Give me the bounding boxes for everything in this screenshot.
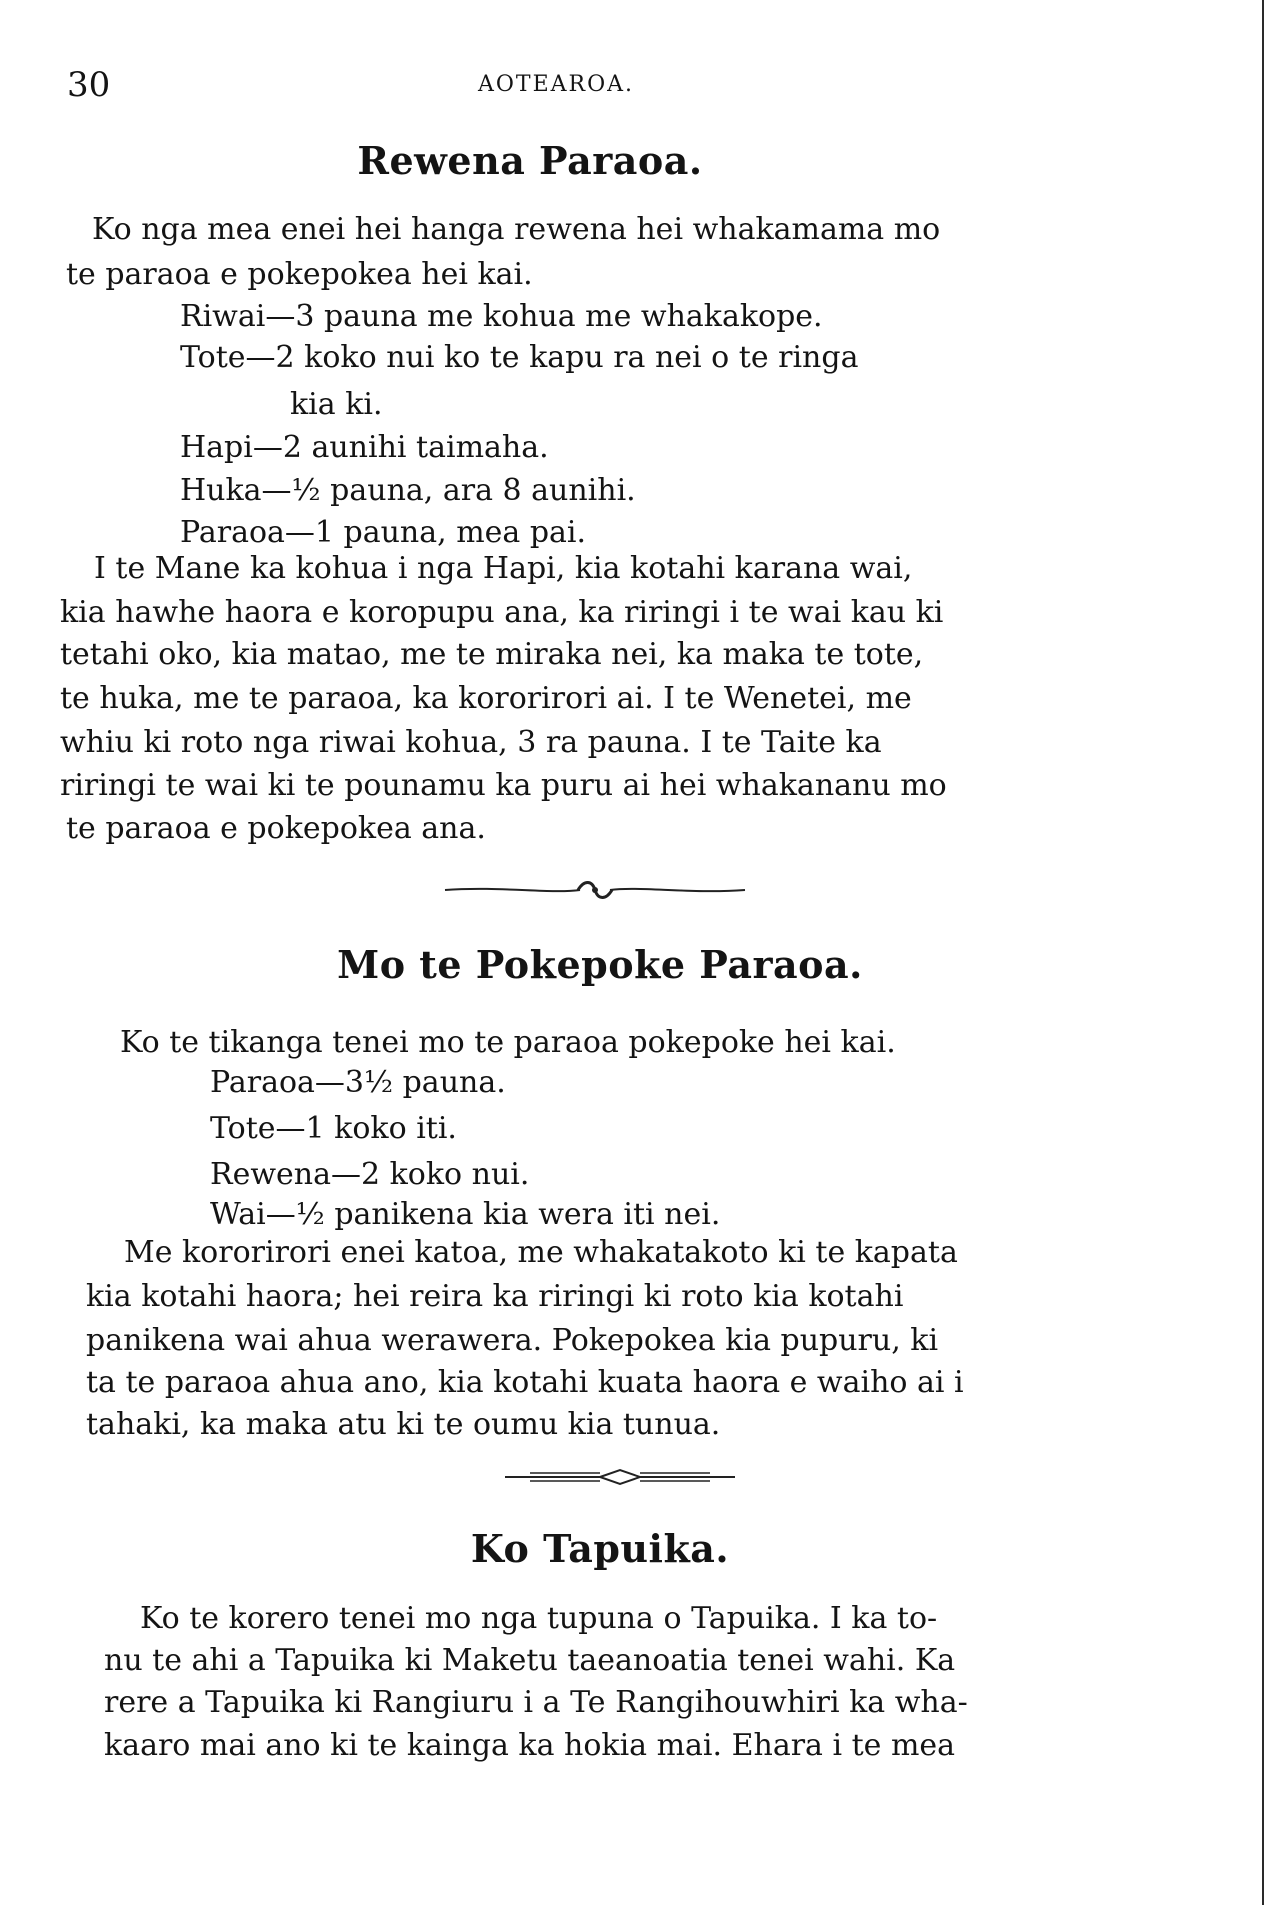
section3-body-line: Ko te korero tenei mo nga tupuna o Tapuika. I ka to- — [140, 1601, 938, 1636]
section2-body-line: panikena wai ahua werawera. Pokepokea kia pupuru, ki — [86, 1323, 939, 1358]
section-heading-pokepoke: Mo te Pokepoke Paraoa. — [337, 942, 863, 987]
page-number: 30 — [67, 65, 111, 105]
section2-ingredient: Tote—1 koko iti. — [210, 1111, 457, 1146]
section2-body-line: kia kotahi haora; hei reira ka riringi ki roto kia kotahi — [86, 1279, 904, 1314]
running-head: AOTEAROA. — [478, 72, 635, 97]
section-heading-rewena: Rewena Paraoa. — [357, 138, 703, 183]
ornament-divider — [440, 876, 750, 904]
section1-ingredient: Paraoa—1 pauna, mea pai. — [180, 515, 587, 550]
section1-body-line: whiu ki roto nga riwai kohua, 3 ra pauna. I te Taite ka — [60, 725, 882, 760]
section1-body-line: riringi te wai ki te pounamu ka puru ai hei whakananu mo — [60, 768, 947, 803]
section1-ingredient: Riwai—3 pauna me kohua me whakakope. — [180, 299, 823, 334]
section-heading-tapuika: Ko Tapuika. — [470, 1526, 730, 1571]
section2-ingredient: Wai—½ panikena kia wera iti nei. — [210, 1197, 721, 1232]
section2-body-line: Me kororirori enei katoa, me whakatakoto ki te kapata — [124, 1235, 958, 1270]
section1-intro-line: te paraoa e pokepokea hei kai. — [66, 257, 533, 292]
ornament-divider — [500, 1466, 740, 1488]
section1-ingredient: Hapi—2 aunihi taimaha. — [180, 430, 549, 465]
page-edge — [1262, 0, 1264, 1905]
section3-body-line: nu te ahi a Tapuika ki Maketu taeanoatia tenei wahi. Ka — [104, 1643, 956, 1678]
section1-body-line: te paraoa e pokepokea ana. — [66, 811, 486, 846]
section1-body-line: te huka, me te paraoa, ka kororirori ai. I te Wenetei, me — [60, 681, 912, 716]
section3-body-line: kaaro mai ano ki te kainga ka hokia mai. Ehara i te mea — [104, 1728, 956, 1763]
section3-body-line: rere a Tapuika ki Rangiuru i a Te Rangihouwhiri ka wha- — [104, 1685, 968, 1720]
section1-ingredient: kia ki. — [290, 387, 383, 422]
section2-ingredient: Rewena—2 koko nui. — [210, 1157, 530, 1192]
section1-intro-line: Ko nga mea enei hei hanga rewena hei whakamama mo — [92, 212, 941, 247]
section2-ingredient: Paraoa—3½ pauna. — [210, 1065, 506, 1100]
section2-intro-line: Ko te tikanga tenei mo te paraoa pokepoke hei kai. — [120, 1025, 896, 1060]
section1-ingredient: Huka—½ pauna, ara 8 aunihi. — [180, 473, 636, 508]
section1-ingredient: Tote—2 koko nui ko te kapu ra nei o te ringa — [180, 340, 859, 375]
section2-body-line: tahaki, ka maka atu ki te oumu kia tunua. — [86, 1407, 721, 1442]
section1-body-line: I te Mane ka kohua i nga Hapi, kia kotahi karana wai, — [94, 551, 913, 586]
section2-body-line: ta te paraoa ahua ano, kia kotahi kuata haora e waiho ai i — [86, 1365, 964, 1400]
section1-body-line: tetahi oko, kia matao, me te miraka nei, ka maka te tote, — [60, 637, 924, 672]
section1-body-line: kia hawhe haora e koropupu ana, ka riringi i te wai kau ki — [60, 595, 944, 630]
